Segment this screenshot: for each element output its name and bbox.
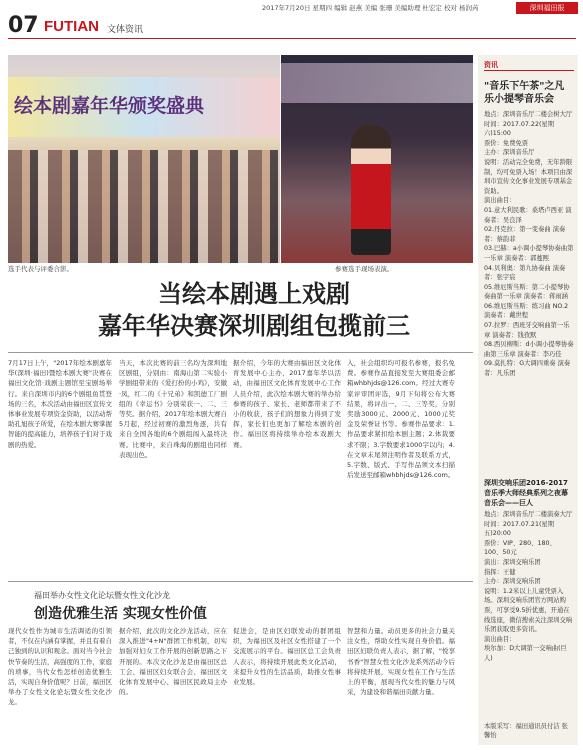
article-headline — [34, 278, 474, 342]
sidebar-event-title-1: "音乐下午茶"之凡乐小提琴音乐会 — [484, 81, 565, 105]
article2-subtitle: 福田举办女性文化论坛暨女性文化沙龙 — [34, 591, 170, 600]
photo-caption-right: 参赛选手现场表演。 — [335, 265, 394, 273]
headline-line-2: 嘉年华决赛深圳剧组包揽前三 — [98, 312, 410, 340]
header-topline: 2017年7月20日 星期四 编辑 赵燕 美编 张珊 美编助理 杜宏定 校对 杨润芮 — [262, 4, 479, 12]
newspaper-logo: 深圳福田报 — [516, 2, 578, 14]
photo-backdrop — [281, 63, 473, 103]
section-name-en: FUTIAN — [44, 18, 99, 35]
article2-column-3: 促进会，是由区妇联发动的群团组织，为福田区及社区女性搭建了一个交流展示的平台。福田区总工会负责人表示，将持续开展此类文化活动，来提升女性的生活品质，助推女性事业发展。 — [233, 627, 341, 687]
article2-column-4: 智慧和力量。动员更多的社会力量关注女性，帮助女性实现自身价值。福田区妇联负责人表示，据了解，"悦享书香"智慧女性文化沙龙系列活动今后将持续开展，实现女性在工作与生活上的平衡，展现当代女性的魅力与风采，为建设和谐福田贡献力量。 — [347, 627, 455, 697]
article-column-3: 据介绍，今年的大赛由福田区文化体育发展中心主办，2017嘉年华以活动，由福田区文化体育发展中心工作人员介绍，此次绘本剧大赛的举办给参赛的孩子、家长、老师都带来了不小的收获，孩子们的想象力得到了发挥，家长们也更加了解绘本剧的创作。福田区将持续举办绘本戏剧大赛。 — [233, 359, 341, 449]
article-column-2: 当天，本次比赛的前三名均为深圳地区剧组，分别由：南海山第二实验小学剧组带来的《爱打扮的小鸡》，安徽·凤，红二的《十兄弟》和凯德工厂剧组的《幸运书》分别荣获一、二、三等奖。据介绍，2017年绘本剧大赛自5月起，经过初赛的激烈角逐，共有来自全国各地的6个剧组闯入最终决赛。比赛中，来自珠海的剧组也同样表现出色。 — [119, 359, 227, 459]
section-divider — [8, 352, 473, 353]
photo-performer — [351, 125, 391, 255]
article-column-4: 入，社会组织均可报名参赛，报名免费。参赛作品直接发至大赛组委会邮箱whbhjds@126.com。经过大赛专家评审团评选，9月下旬将公布大赛结果，将评出一、二、三等奖，分别奖励3000元、2000元、1000元奖金及荣誉证书等。参赛作品要求：1.作品要求紧扣绘本剧主题；2.体裁要求不限；3.字数要求1000字以内；4.在文章末尾须注明作者及联系方式，5.字数、版式、手写作品须文本扫描后发送至邮箱whbhjds@126.com。 — [347, 359, 455, 480]
sidebar-event-details-2: 地点：深圳音乐厅二楼演奏大厅 时间：2017.07.21(星期五)20:00 票价：VIP、280、180、100、50元 演出：深圳交响乐团 指挥：王健 主办：深圳交响乐团 说明：1.2米以上儿童凭票入场。深圳交响乐团官方网站购票，可享受9.5折优惠，开通在线选座，微信搜索关注深圳交响乐团获取更多资讯。 演出曲目： 埃尔加：D大调第一交响曲(巨人) — [484, 511, 573, 662]
photo-performance — [281, 55, 473, 263]
photo-award-group — [8, 55, 280, 263]
sidebar-tag: 资讯 — [484, 61, 498, 69]
page-header — [0, 0, 583, 40]
header-divider — [8, 38, 576, 39]
sidebar-editor-credit: 本版采写：福田通讯员付洁 张馨怡 — [484, 723, 568, 739]
photo-banner-text: 绘本剧嘉年华颁奖盛典 — [14, 95, 205, 117]
section-name-zh: 文体资讯 — [107, 25, 144, 35]
headline-line-1: 当绘本剧遇上戏剧 — [158, 280, 350, 308]
page-number: 07 — [8, 13, 39, 38]
article-column-1: 7月17日上午，"2017年绘本剧嘉年华(深圳·福田)暨绘本剧大赛"决赛在福田文化馆·戏剧主题馆至宝剧场举行。来自深圳市内的6个剧组鱼贯登场的三名，本次活动由福田区宣传文体事业发展专项资金资助，以活动帮助孔旭孩子所爱，在绘本剧大赛掌握智能的提高能力，培养孩子们对于戏剧的热爱。 — [8, 359, 112, 449]
sidebar-event-title-2: 深圳交响乐团2016-2017音乐季大师经典系列之夜幕音乐会——巨人 — [484, 479, 568, 507]
section-divider-2 — [8, 581, 473, 582]
article2-headline: 创造优雅生活 实现女性价值 — [34, 606, 207, 622]
photo-caption-left: 选手代表与评委合影。 — [8, 265, 73, 273]
article2-column-1: 现代女性作为城市生活调适的引领者，不仅在内涵有掌握，并且有着自己独到的认识和观念。面对当今社会快节奏的生活，高强度的工作，家庭的琐事，当代女性怎样创造优雅生活，实现自身价值呢？日前，福田区举办了女性文化论坛暨女性文化沙龙。 — [8, 627, 112, 707]
photo-people — [8, 150, 280, 263]
sidebar-divider — [484, 70, 574, 71]
article2-column-2: 据介绍，此次的文化沙龙活动，应在深入推进"4+N"群团工作机制，切实加强对妇女工作开展的创新思路之下开展的。本次文化沙龙是由福田区总工会、福田区妇女联合会、福田区文化体育发展中心、福田区民政局主办的。 — [119, 627, 227, 697]
sidebar-event-details-1: 地点：深圳音乐厅二楼会树大厅 时间：2017.07.22(星期六)15:00 票价：免费免票 主办：深圳音乐厅 说明：活动完全免费，无年龄限制，均可免票入场！本项目由深圳市宣传文化事业发展专项基金资助。 演出曲目： 01.意大利民歌：桑塔卢西亚 演奏者：吴良泽 02.丹克拉：第一变奏曲 演奏者：蔡韵菲 03.巴赫：a小调小提琴协奏曲第一乐章 演奏者：郭蔓熙 04.贝利奥：第九协奏曲 演奏者：张宇宸 05.维厄斯当斯：第二小提琴协奏曲第一乐章 演奏者：蒋雨涵 06.维厄斯当斯：练习曲 NO.2 演奏者：戴世程 07.拉罗：西班牙交响曲第一乐章 演奏者：钱孜默 08.西贝柳斯：d小调小提琴协奏曲第三乐章 演奏者：李巧佳 09.莫扎特：G大调四重奏 演奏者：凡乐团 — [484, 111, 574, 378]
